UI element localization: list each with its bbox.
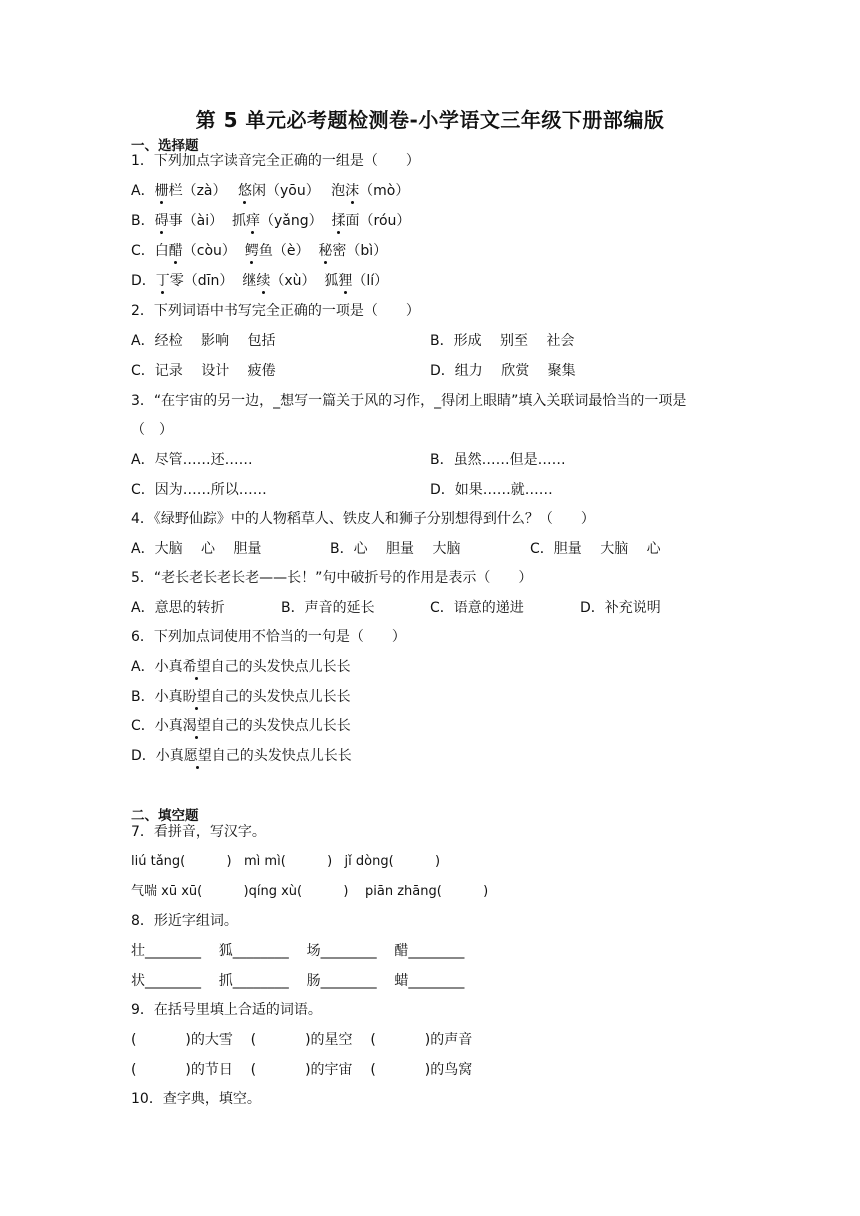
question-3-stem-continued: （ ） [131,422,173,438]
question-10-stem: 10．查字典，填空。 [131,1091,261,1107]
question-1-option-a: A．栅栏（zà） 悠闲（yōu） 泡沫（mò） [131,183,410,199]
question-1-option-c: C．白醋（còu） 鳄鱼（è） 秘密（bì） [131,243,388,259]
question-9-row-2: ( )的节日 ( )的宇宙 ( )的鸟窝 [131,1062,473,1078]
question-4-option-c: C．胆量 大脑 心 [530,541,661,557]
question-6-option-d: D．小真愿望自己的头发快点儿长长 [131,748,352,764]
question-5-option-a: A．意思的转折 [131,600,225,616]
question-2-option-a: A．经检 影响 包括 [131,333,276,349]
question-7-stem: 7．看拼音，写汉字。 [131,824,266,840]
question-1-option-d: D．丁零（dīn） 继续（xù） 狐狸（lí） [131,273,389,289]
question-5-option-b: B．声音的延长 [281,600,375,616]
question-6-option-a: A．小真希望自己的头发快点儿长长 [131,659,351,675]
question-4-option-a: A．大脑 心 胆量 [131,541,262,557]
question-2-option-c: C．记录 设计 疲倦 [131,363,276,379]
question-6-option-b: B．小真盼望自己的头发快点儿长长 [131,689,351,705]
question-3-option-c: C．因为……所以…… [131,482,267,498]
section-heading-fill-blank: 二、填空题 [131,808,199,824]
question-9-row-1: ( )的大雪 ( )的星空 ( )的声音 [131,1032,473,1048]
question-3-option-a: A．尽管……还…… [131,452,253,468]
question-8-stem: 8．形近字组词。 [131,913,238,929]
question-1-stem: 1．下列加点字读音完全正确的一组是（ ） [131,153,420,169]
question-8-row-2: 状________ 抓________ 肠________ 蜡________ [131,973,465,989]
question-8-row-1: 壮________ 狐________ 场________ 醋________ [131,943,465,959]
question-3-option-d: D．如果……就…… [430,482,553,498]
question-3-option-b: B．虽然……但是…… [430,452,566,468]
question-2-option-d: D．组力 欣赏 聚集 [430,363,576,379]
question-2-stem: 2．下列词语中书写完全正确的一项是（ ） [131,303,420,319]
page-title: 第 5 单元必考题检测卷-小学语文三年级下册部编版 [195,108,665,132]
question-3-stem: 3．“在宇宙的另一边，_想写一篇关于风的习作，_得闭上眼睛”填入关联词最恰当的一项是 [131,393,687,409]
question-2-option-b: B．形成 别至 社会 [430,333,575,349]
question-5-option-c: C．语意的递进 [430,600,524,616]
question-4-stem: 4．《绿野仙踪》中的人物稻草人、铁皮人和狮子分别想得到什么？（ ） [131,511,595,527]
section-heading-choice: 一、选择题 [131,138,199,154]
question-6-option-c: C．小真渴望自己的头发快点儿长长 [131,718,351,734]
question-9-stem: 9．在括号里填上合适的词语。 [131,1002,322,1018]
question-7-pinyin-row-1: liú tǎng( ) mì mì( ) jǐ dòng( ) [131,854,441,869]
question-5-stem: 5．“老长老长老长老——长！”句中破折号的作用是表示（ ） [131,570,533,586]
question-4-option-b: B．心 胆量 大脑 [330,541,461,557]
question-7-pinyin-row-2: 气喘 xū xū( )qíng xù( ) piān zhāng( ) [131,884,489,899]
question-5-option-d: D．补充说明 [580,600,661,616]
question-6-stem: 6．下列加点词使用不恰当的一句是（ ） [131,629,406,645]
question-1-option-b: B．碍事（ài） 抓痒（yǎng） 揉面（róu） [131,213,411,229]
